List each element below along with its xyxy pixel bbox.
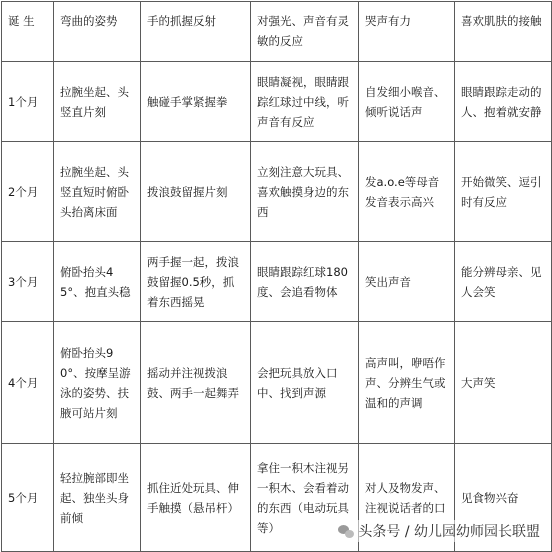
header-cell-grasp: 手的抓握反射 xyxy=(141,2,251,62)
table-cell: 会把玩具放入口中、找到声源 xyxy=(251,322,359,444)
table-cell: 俯卧抬头45°、抱直头稳 xyxy=(54,242,141,322)
watermark-text: 头条号 / 幼儿园幼师园长联盟 xyxy=(358,524,540,540)
table-cell: 眼睛跟踪走动的人、抱着就安静 xyxy=(455,62,552,142)
table-cell: 开始微笑、逗引时有反应 xyxy=(455,142,552,242)
table-cell: 拉腕坐起、头竖直片刻 xyxy=(54,62,141,142)
table-cell: 拨浪鼓留握片刻 xyxy=(141,142,251,242)
header-cell-birth: 诞 生 xyxy=(2,2,54,62)
table-cell: 拉腕坐起、头竖直短时俯卧头抬离床面 xyxy=(54,142,141,242)
table-cell: 能分辨母亲、见人会笑 xyxy=(455,242,552,322)
table-cell: 立刻注意大玩具、喜欢触摸身边的东西 xyxy=(251,142,359,242)
month-cell: 1个月 xyxy=(2,62,54,142)
table-cell: 对人及物发声、注视说话者的口 xyxy=(359,444,455,552)
month-cell: 3个月 xyxy=(2,242,54,322)
table-row xyxy=(2,322,552,444)
table-cell: 高声叫，咿唔作声、分辨生气或温和的声调 xyxy=(359,322,455,444)
table-cell: 拿住一积木注视另一积木、会看着动的东西（电动玩具等） xyxy=(251,444,359,552)
table-cell: 抓住近处玩具、伸手触摸（悬吊杆） xyxy=(141,444,251,552)
watermark xyxy=(334,520,544,542)
table-cell: 摇动并注视拨浪鼓、两手一起舞弄 xyxy=(141,322,251,444)
header-cell-skin-contact: 喜欢肌肤的接触 xyxy=(455,2,552,62)
table-cell: 见食物兴奋 xyxy=(455,444,552,552)
table-cell: 大声笑 xyxy=(455,322,552,444)
wechat-style-logo-icon xyxy=(338,524,354,538)
month-cell: 4个月 xyxy=(2,322,54,444)
table-cell: 眼睛凝视，眼睛跟踪红球过中线，听声音有反应 xyxy=(251,62,359,142)
table-cell: 发a.o.e等母音发音表示高兴 xyxy=(359,142,455,242)
header-cell-crying: 哭声有力 xyxy=(359,2,455,62)
table-cell: 自发细小喉音、倾听说话声 xyxy=(359,62,455,142)
header-row xyxy=(2,2,552,62)
header-cell-posture: 弯曲的姿势 xyxy=(54,2,141,62)
table-cell: 俯卧抬头90°、按摩呈游泳的姿势、扶腋可站片刻 xyxy=(54,322,141,444)
table-row xyxy=(2,62,552,142)
table-row xyxy=(2,242,552,322)
header-cell-light-sound: 对强光、声音有灵敏的反应 xyxy=(251,2,359,62)
development-table xyxy=(1,1,552,552)
month-cell: 5个月 xyxy=(2,444,54,552)
table-cell: 轻拉腕部即坐起、独坐头身前倾 xyxy=(54,444,141,552)
table-cell: 眼睛跟踪红球180度、会追看物体 xyxy=(251,242,359,322)
table-cell: 笑出声音 xyxy=(359,242,455,322)
table-cell: 两手握一起，拨浪鼓留握0.5秒，抓着东西摇晃 xyxy=(141,242,251,322)
table-cell: 触碰手掌紧握拳 xyxy=(141,62,251,142)
month-cell: 2个月 xyxy=(2,142,54,242)
table-row xyxy=(2,142,552,242)
